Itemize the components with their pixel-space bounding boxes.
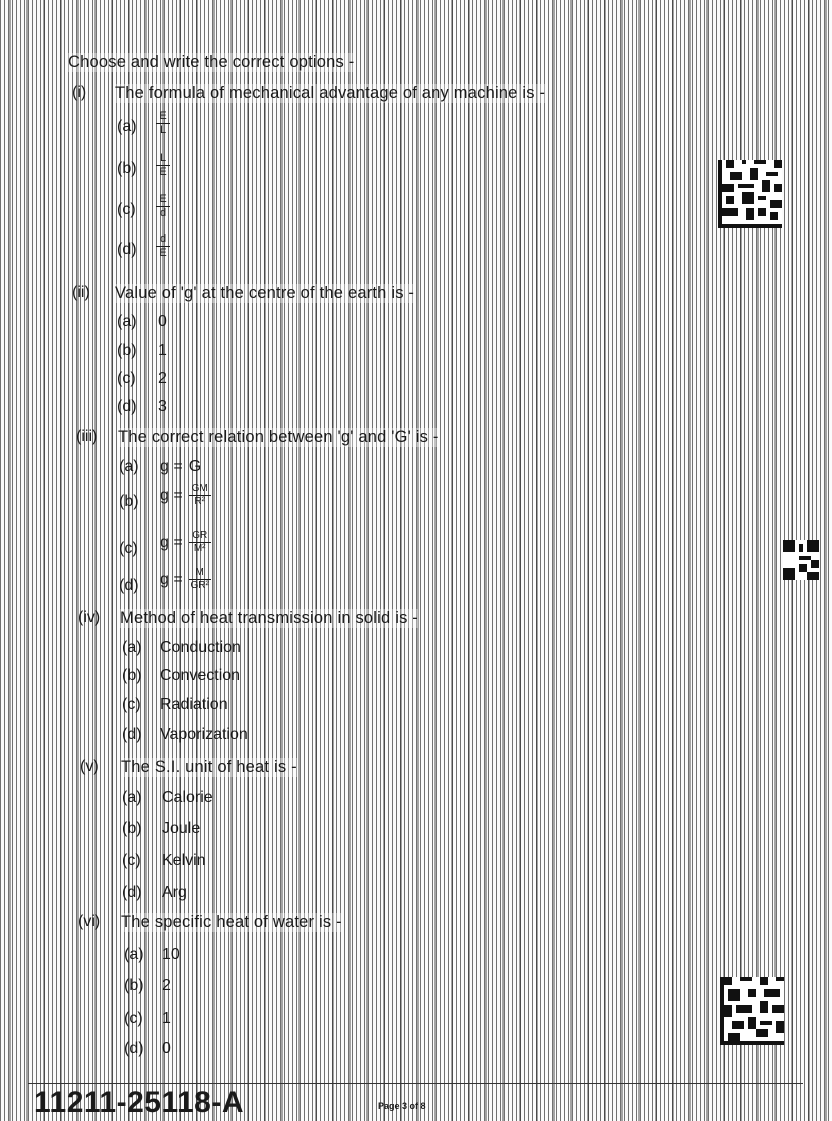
question-number: (vi) — [78, 913, 101, 930]
fraction-numerator: E — [159, 110, 167, 122]
option-fraction — [156, 234, 170, 259]
fraction-numerator: d — [159, 233, 167, 245]
question-number: (iii) — [76, 428, 98, 445]
option-label: (a) — [117, 118, 137, 135]
option-label: (c) — [119, 540, 138, 557]
equation-lhs: g = — [160, 570, 183, 588]
instruction-text: Choose and write the correct options - — [68, 53, 355, 71]
option-text: Calorie — [162, 789, 213, 806]
option-label: (c) — [124, 1010, 143, 1027]
equation-fraction — [189, 531, 211, 554]
option-label: (d) — [117, 398, 137, 415]
option-label: (a) — [122, 789, 142, 806]
option-text: 2 — [158, 370, 167, 387]
option-label: (c) — [117, 201, 136, 218]
fraction-denominator: GR² — [190, 580, 209, 591]
option-label: (b) — [122, 820, 142, 837]
option-label: (d) — [119, 577, 139, 594]
datamatrix-code-bottom — [720, 977, 784, 1045]
equation-lhs: g = — [160, 486, 183, 504]
fraction-numerator: GR — [192, 530, 208, 541]
option-label: (b) — [122, 667, 142, 684]
fraction-numerator: M — [195, 567, 204, 578]
option-label: (d) — [122, 726, 142, 743]
qr-code-side — [783, 540, 819, 580]
equation-fraction — [189, 568, 211, 591]
fraction-denominator: E — [159, 247, 167, 259]
question-text: Value of 'g' at the centre of the earth is - — [115, 284, 415, 302]
fraction-denominator: R² — [194, 496, 205, 507]
fraction-denominator: E — [159, 166, 167, 178]
fraction-denominator: M² — [193, 543, 206, 554]
option-text: Kelvin — [162, 852, 206, 869]
equation-fraction — [189, 484, 211, 507]
option-text: 3 — [158, 398, 167, 415]
option-equation — [160, 484, 211, 507]
option-text: 1 — [158, 342, 167, 359]
option-label: (a) — [117, 313, 137, 330]
option-label: (a) — [122, 639, 142, 656]
page-number: Page 3 of 8 — [378, 1101, 426, 1111]
option-fraction — [156, 153, 170, 178]
option-fraction — [156, 111, 170, 136]
option-label: (c) — [122, 852, 141, 869]
option-equation — [160, 568, 211, 591]
option-text: Conduction — [160, 639, 241, 656]
question-number: (ii) — [72, 284, 90, 301]
option-text: Joule — [162, 820, 201, 837]
fraction-numerator: L — [159, 152, 167, 164]
fraction-denominator: L — [159, 124, 167, 136]
question-text: The S.I. unit of heat is - — [121, 758, 297, 776]
option-label: (b) — [117, 160, 137, 177]
option-label: (c) — [122, 696, 141, 713]
question-text: The correct relation between 'g' and 'G' is - — [118, 428, 439, 446]
question-number: (v) — [80, 758, 99, 775]
option-label: (b) — [119, 493, 139, 510]
question-number: (iv) — [78, 609, 101, 626]
question-text: The specific heat of water is - — [121, 913, 342, 931]
option-label: (a) — [119, 458, 139, 475]
equation-lhs: g = — [160, 533, 183, 551]
option-label: (a) — [124, 946, 144, 963]
option-equation — [160, 531, 211, 554]
footer-rule — [28, 1083, 803, 1084]
option-text: 10 — [162, 946, 180, 963]
option-label: (d) — [122, 884, 142, 901]
question-text: The formula of mechanical advantage of any machine is - — [115, 84, 546, 102]
question-number: (i) — [72, 84, 87, 101]
option-text: 0 — [158, 313, 167, 330]
option-label: (d) — [124, 1040, 144, 1057]
option-text: 0 — [162, 1040, 171, 1057]
option-label: (c) — [117, 370, 136, 387]
equation-rhs: G — [188, 458, 202, 475]
datamatrix-code-top — [718, 160, 782, 228]
fraction-denominator: d — [159, 207, 167, 219]
equation-lhs: g = — [160, 458, 183, 475]
option-text: Arg — [162, 884, 187, 901]
question-text: Method of heat transmission in solid is - — [120, 609, 418, 627]
option-text: Radiation — [160, 696, 228, 713]
fraction-numerator: E — [159, 193, 167, 205]
option-equation — [160, 458, 201, 476]
fraction-numerator: GM — [191, 483, 208, 494]
option-text: Convection — [160, 667, 241, 684]
option-label: (d) — [117, 241, 137, 258]
option-text: 1 — [162, 1010, 171, 1027]
option-text: 2 — [162, 977, 171, 994]
paper-code: 11211-25118-A — [34, 1086, 245, 1119]
option-text: Vaporization — [160, 726, 248, 743]
option-fraction — [156, 194, 170, 219]
option-label: (b) — [124, 977, 144, 994]
option-label: (b) — [117, 342, 137, 359]
